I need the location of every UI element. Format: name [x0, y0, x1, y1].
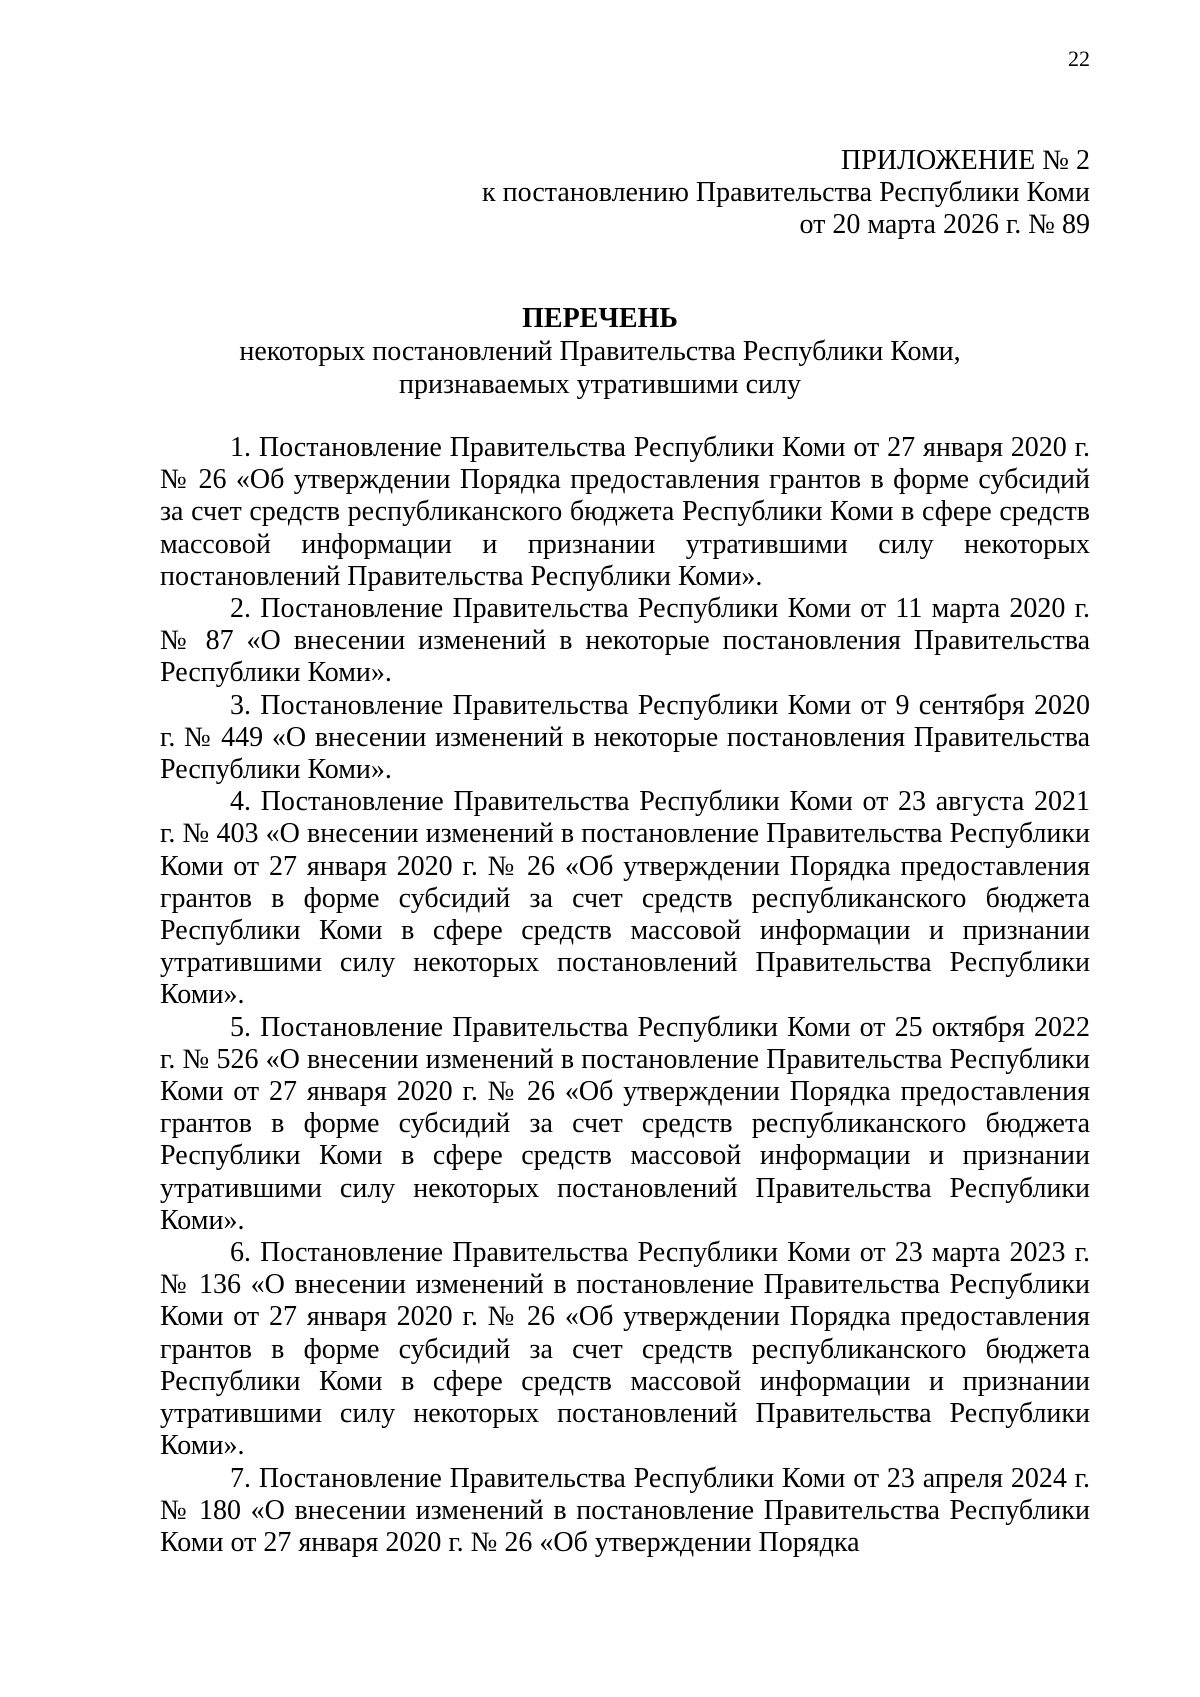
list-item: 3. Постановление Правительства Республики Коми от 9 сентября 2020 г. № 449 «О внесении изменений в некоторые постановления Правительства Республики Коми». [160, 689, 1090, 786]
appendix-date: от 20 марта 2026 г. № 89 [799, 209, 1090, 240]
appendix-header [482, 145, 1090, 241]
document-body [160, 432, 1090, 1559]
appendix-reference: к постановлению Правительства Республики Коми [482, 177, 1090, 208]
list-item: 2. Постановление Правительства Республики Коми от 11 марта 2020 г. № 87 «О внесении изменений в некоторые постановления Правительства Республики Коми». [160, 593, 1090, 689]
document-heading [0, 302, 1200, 401]
list-item: 4. Постановление Правительства Республики Коми от 23 августа 2021 г. № 403 «О внесении изменений в постановление Правительства Республики Коми от 27 января 2020 г. № 26 «Об утверждении Порядка предоставления грантов в форме субсидий за счет средств республиканского бюджета Республики Коми в сфере средств массовой информации и признании утратившими силу некоторых постановлений Правительства Республики Коми». [160, 786, 1090, 1011]
list-item: 5. Постановление Правительства Республики Коми от 25 октября 2022 г. № 526 «О внесении изменений в постановление Правительства Республики Коми от 27 января 2020 г. № 26 «Об утверждении Порядка предоставления грантов в форме субсидий за счет средств республиканского бюджета Республики Коми в сфере средств массовой информации и признании утратившими силу некоторых постановлений Правительства Республики Коми». [160, 1011, 1090, 1236]
list-item: 1. Постановление Правительства Республики Коми от 27 января 2020 г. № 26 «Об утверждении Порядка предоставления грантов в форме субсидий за счет средств республиканского бюджета Республики Коми в сфере средств массовой информации и признании утратившими силу некоторых постановлений Правительства Республики Коми». [160, 432, 1090, 592]
list-item: 6. Постановление Правительства Республики Коми от 23 марта 2023 г. № 136 «О внесении изменений в постановление Правительства Республики Коми от 27 января 2020 г. № 26 «Об утверждении Порядка предоставления грантов в форме субсидий за счет средств республиканского бюджета Республики Коми в сфере средств массовой информации и признании утратившими силу некоторых постановлений Правительства Республики Коми». [160, 1237, 1090, 1462]
document-subtitle-line-2: признаваемых утратившими силу [398, 369, 802, 400]
document-title: ПЕРЕЧЕНЬ [522, 303, 678, 334]
document-subtitle-line-1: некоторых постановлений Правительства Республики Коми, [239, 336, 961, 367]
list-item: 7. Постановление Правительства Республики Коми от 23 апреля 2024 г. № 180 «О внесении изменений в постановление Правительства Республики Коми от 27 января 2020 г. № 26 «Об утверждении Порядка [160, 1462, 1090, 1558]
page-number: 22 [1068, 46, 1090, 71]
appendix-number: ПРИЛОЖЕНИЕ № 2 [841, 145, 1090, 176]
